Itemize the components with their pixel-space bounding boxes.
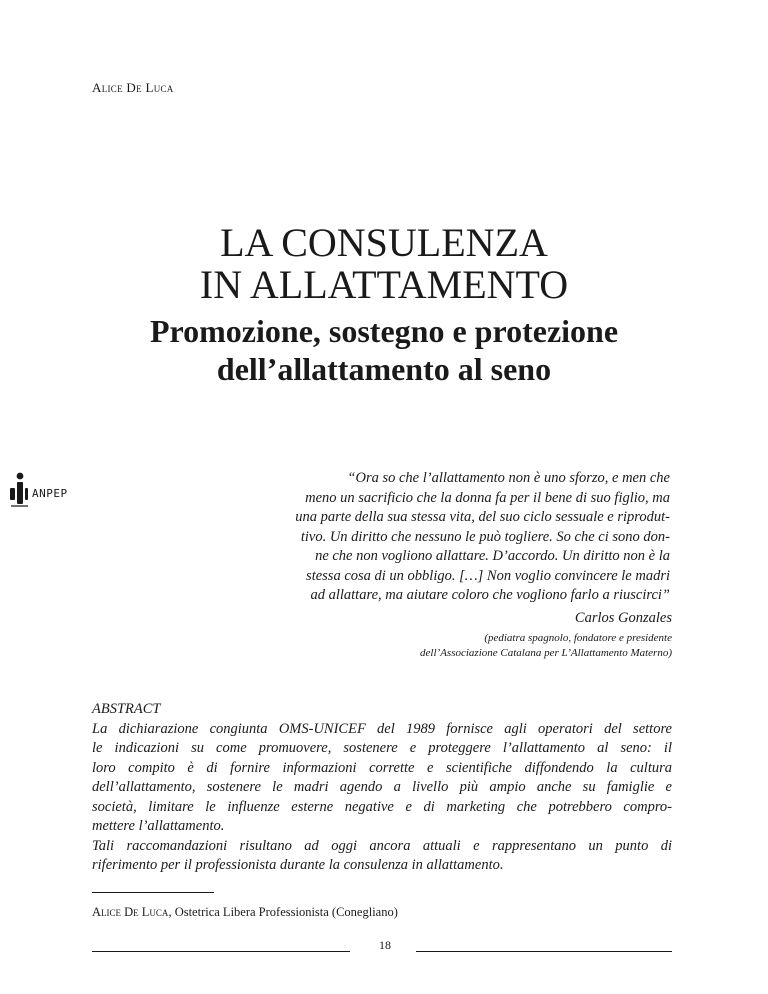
abstract-line: Tali raccomandazioni risultano ad oggi ancora attuali e rappresentano un punto di [92, 837, 672, 854]
abstract-line: società, limitare le influenze esterne negative e di marketing che potrebbero compro- [92, 798, 672, 815]
subtitle-line-1: Promozione, sostegno e protezione [149, 313, 619, 349]
epigraph-line: tivo. Un diritto che nessuno le può togliere. So che ci sono don- [300, 528, 670, 545]
epigraph-line: stessa cosa di un obbligo. […] Non voglio convincere le madri [306, 567, 670, 584]
epigraph-line: una parte della sua stessa vita, del suo ciclo sessuale e riprodut- [295, 509, 670, 525]
abstract-heading: ABSTRACT [92, 701, 161, 717]
quote-credit-line-2: dell’Associazione Catalana per L’Allattamento Materno) [420, 647, 672, 659]
subtitle-line-2: dell’allattamento al seno [216, 351, 552, 387]
logo-text: ANPEP [32, 486, 68, 500]
footnote-author-name: Alice De Luca [92, 905, 169, 919]
epigraph-line: meno un sacrificio che la donna fa per il bene di suo figlio, ma [305, 489, 670, 506]
title-line-1: LA CONSULENZA [220, 220, 548, 265]
abstract-line: mettere l’allattamento. [92, 818, 225, 834]
anpep-logo [8, 470, 68, 510]
quote-credit [272, 631, 672, 661]
abstract-line: La dichiarazione congiunta OMS-UNICEF del 1989 fornisce agli operatori del settore [92, 720, 672, 737]
epigraph-quote [226, 469, 670, 606]
author-footnote [92, 905, 398, 920]
quote-author: Carlos Gonzales [574, 610, 672, 626]
footnote-divider [92, 892, 214, 893]
anpep-logo-icon [8, 470, 30, 510]
article-title [0, 222, 768, 306]
title-line-2: IN ALLATTAMENTO [199, 262, 569, 307]
footnote-affiliation: , Ostetrica Libera Professionista (Conegliano) [168, 905, 398, 919]
abstract-line: riferimento per il professionista durante la consulenza in allattamento. [92, 857, 504, 873]
abstract-line: loro compito è di fornire informazioni corrette e scientifiche diffondendo la cultura [92, 759, 672, 776]
page-number: 18 [379, 938, 391, 952]
abstract-line: le indicazioni su come promuovere, sostenere e proteggere l’allattamento al seno: il [92, 740, 672, 756]
footer-rule-left [92, 951, 350, 952]
footer-rule-right [416, 951, 672, 952]
epigraph-line: ad allattare, ma aiutare coloro che vogliono farlo a riuscirci” [310, 587, 670, 603]
epigraph-line: “Ora so che l’allattamento non è uno sforzo, e men che [347, 470, 670, 486]
article-subtitle [0, 312, 768, 388]
running-author: Alice De Luca [92, 80, 174, 95]
quote-credit-line-1: (pediatra spagnolo, fondatore e presidente [484, 632, 672, 644]
abstract-line: dell’allattamento, sostenere le madri agendo a livello più ampio anche su famiglie e [92, 779, 672, 795]
abstract [92, 700, 672, 876]
epigraph-line: ne che non vogliono allattare. D’accordo. Un diritto non è la [315, 548, 670, 564]
